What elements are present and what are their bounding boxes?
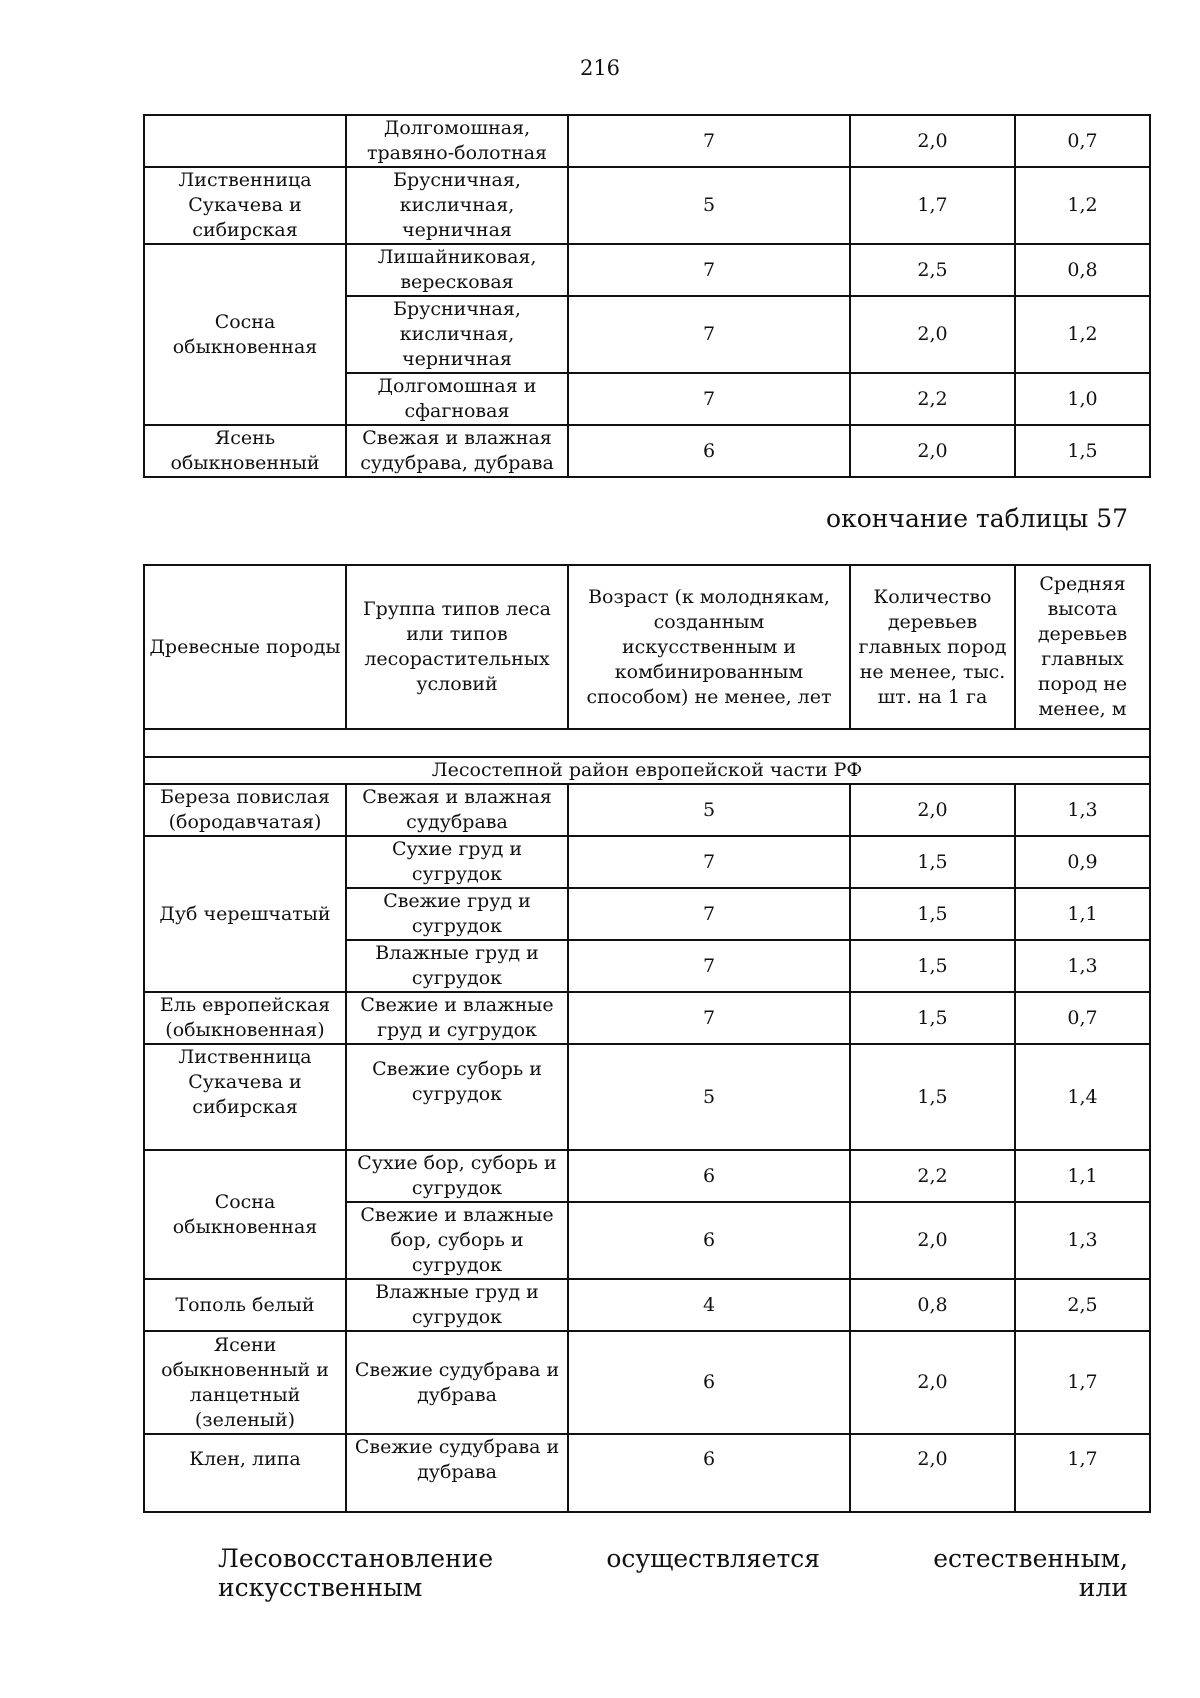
count-cell: 1,5 xyxy=(850,888,1015,940)
table-row xyxy=(144,1044,1150,1150)
count-cell: 2,0 xyxy=(850,784,1015,836)
forest-type-cell: Лишайниковая, вересковая xyxy=(346,244,568,296)
table-caption: окончание таблицы 57 xyxy=(826,504,1128,533)
height-cell: 1,2 xyxy=(1015,167,1150,244)
species-cell: Тополь белый xyxy=(144,1279,346,1331)
age-cell: 7 xyxy=(568,992,850,1044)
count-cell: 2,2 xyxy=(850,373,1015,425)
age-cell: 4 xyxy=(568,1279,850,1331)
table-57-end xyxy=(143,564,1151,1513)
height-cell: 1,0 xyxy=(1015,373,1150,425)
table-row xyxy=(144,115,1150,167)
count-cell: 1,5 xyxy=(850,1044,1015,1150)
header-age: Возраст (к молоднякам, созданным искусственным и комбинированным способом) не менее, лет xyxy=(568,565,850,729)
empty-cell xyxy=(144,729,1150,757)
height-cell: 1,1 xyxy=(1015,888,1150,940)
forest-type-cell: Свежие судубрава и дубрава xyxy=(346,1331,568,1434)
age-cell: 7 xyxy=(568,244,850,296)
species-cell: Ясень обыкновенный xyxy=(144,425,346,477)
table-continuation xyxy=(143,114,1151,478)
species-cell: Клен, липа xyxy=(144,1434,346,1512)
age-cell: 6 xyxy=(568,1434,850,1512)
table-row xyxy=(144,1279,1150,1331)
species-cell: Лиственница Сукачева и сибирская xyxy=(144,1044,346,1150)
forest-type-cell: Свежая и влажная судубрава xyxy=(346,784,568,836)
height-cell: 2,5 xyxy=(1015,1279,1150,1331)
page-number: 216 xyxy=(579,56,621,80)
count-cell: 1,5 xyxy=(850,992,1015,1044)
age-cell: 5 xyxy=(568,784,850,836)
forest-type-cell: Свежие груд и сугрудок xyxy=(346,888,568,940)
table-row xyxy=(144,784,1150,836)
count-cell: 0,8 xyxy=(850,1279,1015,1331)
height-cell: 1,1 xyxy=(1015,1150,1150,1202)
age-cell: 6 xyxy=(568,1150,850,1202)
forest-type-cell: Сухие груд и сугрудок xyxy=(346,836,568,888)
age-cell: 7 xyxy=(568,888,850,940)
age-cell: 7 xyxy=(568,940,850,992)
height-cell: 1,3 xyxy=(1015,784,1150,836)
forest-type-cell: Свежие и влажные бор, суборь и сугрудок xyxy=(346,1202,568,1279)
height-cell: 1,2 xyxy=(1015,296,1150,373)
forest-type-cell: Сухие бор, суборь и сугрудок xyxy=(346,1150,568,1202)
count-cell: 2,0 xyxy=(850,296,1015,373)
count-cell: 1,5 xyxy=(850,940,1015,992)
header-species: Древесные породы xyxy=(144,565,346,729)
count-cell: 2,0 xyxy=(850,115,1015,167)
age-cell: 7 xyxy=(568,115,850,167)
species-cell: Сосна обыкновенная xyxy=(144,244,346,425)
empty-row xyxy=(144,729,1150,757)
count-cell: 1,7 xyxy=(850,167,1015,244)
species-cell: Лиственница Сукачева и сибирская xyxy=(144,167,346,244)
table-row xyxy=(144,425,1150,477)
count-cell: 2,5 xyxy=(850,244,1015,296)
table-row xyxy=(144,1150,1150,1202)
header-height: Средняя высота деревьев главных пород не менее, м xyxy=(1015,565,1150,729)
forest-type-cell: Брусничная, кисличная, черничная xyxy=(346,167,568,244)
age-cell: 7 xyxy=(568,836,850,888)
header-forest-type: Группа типов леса или типов лесорастительных условий xyxy=(346,565,568,729)
species-cell: Ясени обыкновенный и ланцетный (зеленый) xyxy=(144,1331,346,1434)
region-row xyxy=(144,757,1150,784)
age-cell: 5 xyxy=(568,167,850,244)
height-cell: 0,7 xyxy=(1015,115,1150,167)
height-cell: 1,3 xyxy=(1015,940,1150,992)
forest-type-cell: Свежие суборь и сугрудок xyxy=(346,1044,568,1150)
forest-type-cell: Свежие и влажные груд и сугрудок xyxy=(346,992,568,1044)
age-cell: 7 xyxy=(568,373,850,425)
count-cell: 2,2 xyxy=(850,1150,1015,1202)
forest-type-cell: Долгомошная и сфагновая xyxy=(346,373,568,425)
species-cell: Сосна обыкновенная xyxy=(144,1150,346,1279)
forest-type-cell: Свежие судубрава и дубрава xyxy=(346,1434,568,1512)
age-cell: 5 xyxy=(568,1044,850,1150)
count-cell: 2,0 xyxy=(850,1434,1015,1512)
height-cell: 1,4 xyxy=(1015,1044,1150,1150)
height-cell: 1,5 xyxy=(1015,425,1150,477)
table-row xyxy=(144,1434,1150,1512)
age-cell: 6 xyxy=(568,1202,850,1279)
height-cell: 0,7 xyxy=(1015,992,1150,1044)
height-cell: 1,7 xyxy=(1015,1331,1150,1434)
forest-type-cell: Брусничная, кисличная, черничная xyxy=(346,296,568,373)
table-row xyxy=(144,167,1150,244)
height-cell: 1,7 xyxy=(1015,1434,1150,1512)
age-cell: 7 xyxy=(568,296,850,373)
forest-type-cell: Влажные груд и сугрудок xyxy=(346,940,568,992)
height-cell: 0,8 xyxy=(1015,244,1150,296)
table-row xyxy=(144,1331,1150,1434)
count-cell: 1,5 xyxy=(850,836,1015,888)
species-cell: Дуб черешчатый xyxy=(144,836,346,992)
height-cell: 1,3 xyxy=(1015,1202,1150,1279)
table-row xyxy=(144,244,1150,296)
species-cell: Береза повислая (бородавчатая) xyxy=(144,784,346,836)
species-cell: Ель европейская (обыкновенная) xyxy=(144,992,346,1044)
age-cell: 6 xyxy=(568,425,850,477)
region-heading: Лесостепной район европейской части РФ xyxy=(144,757,1150,784)
species-cell xyxy=(144,115,346,167)
age-cell: 6 xyxy=(568,1331,850,1434)
count-cell: 2,0 xyxy=(850,1331,1015,1434)
forest-type-cell: Долгомошная, травяно-болотная xyxy=(346,115,568,167)
count-cell: 2,0 xyxy=(850,425,1015,477)
forest-type-cell: Свежая и влажная судубрава, дубрава xyxy=(346,425,568,477)
body-paragraph: Лесовосстановление осуществляется естественным, искусственным или xyxy=(218,1544,1128,1602)
header-row xyxy=(144,565,1150,729)
count-cell: 2,0 xyxy=(850,1202,1015,1279)
table-row xyxy=(144,836,1150,888)
header-count: Количество деревьев главных пород не менее, тыс. шт. на 1 га xyxy=(850,565,1015,729)
table-row xyxy=(144,992,1150,1044)
forest-type-cell: Влажные груд и сугрудок xyxy=(346,1279,568,1331)
height-cell: 0,9 xyxy=(1015,836,1150,888)
